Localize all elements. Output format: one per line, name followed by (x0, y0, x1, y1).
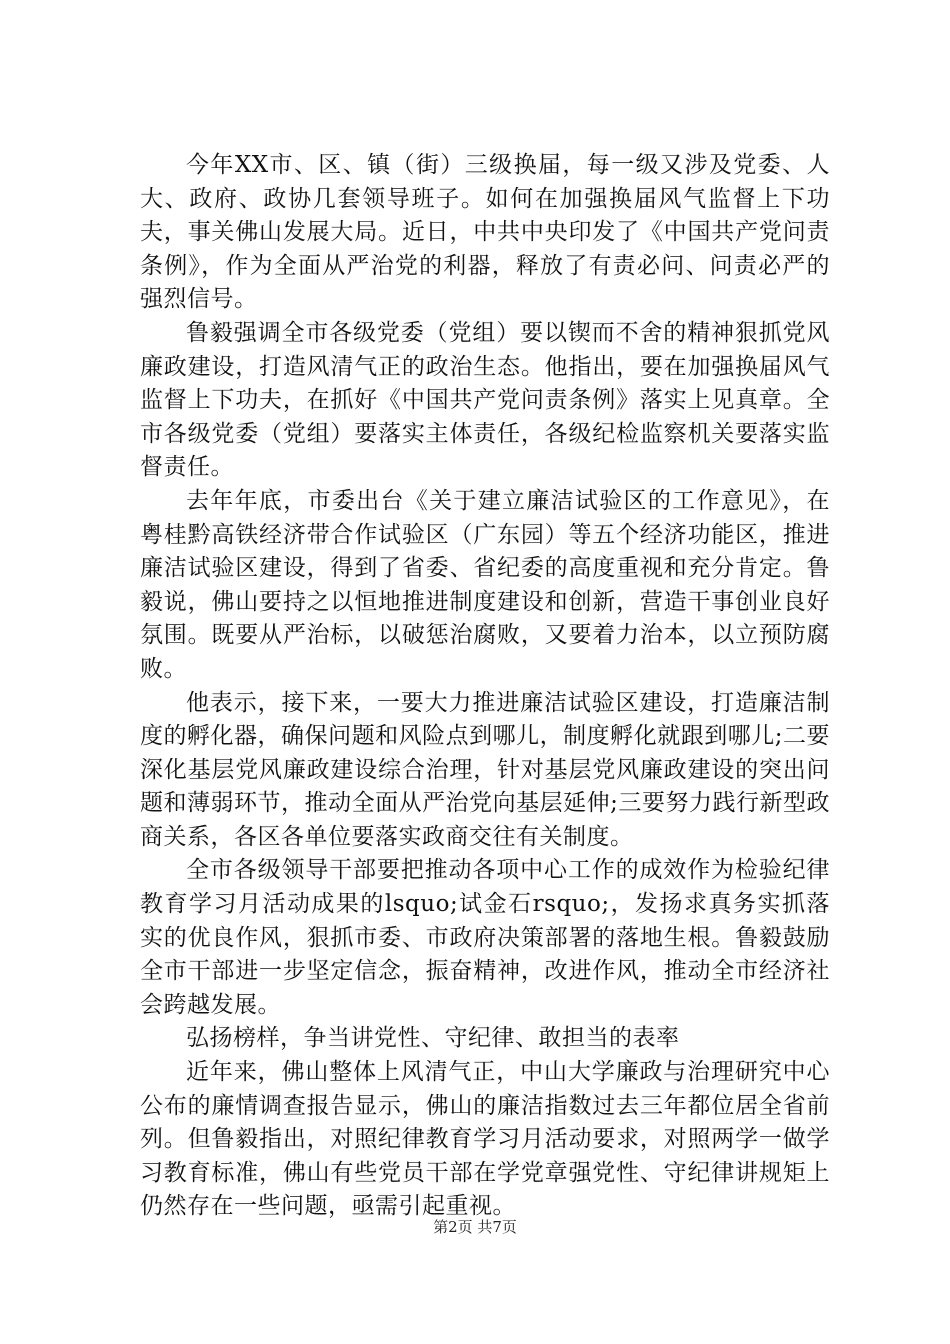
section-heading: 弘扬榜样，争当讲党性、守纪律、敢担当的表率 (186, 1025, 680, 1052)
paragraph-4: 他表示，接下来，一要大力推进廉洁试验区建设，打造廉洁制度的孵化器，确保问题和风险点到哪儿，制度孵化就跟到哪儿;二要深化基层党风廉政建设综合治理，针对基层党风廉政建设的突出问题和薄弱环节，推动全面从严治党向基层延伸;三要努力践行新型政商关系，各区各单位要落实政商交往有关制度。 (140, 689, 830, 850)
document-body (140, 149, 830, 1224)
page-number-footer: 第2页 共7页 (433, 1218, 517, 1236)
paragraph-2: 鲁毅强调全市各级党委（党组）要以锲而不舍的精神狠抓党风廉政建设，打造风清气正的政治生态。他指出，要在加强换届风气监督上下功夫，在抓好《中国共产党问责条例》落实上见真章。全市各级党委（党组）要落实主体责任，各级纪检监察机关要落实监督责任。 (140, 319, 830, 481)
paragraph-3: 去年年底，市委出台《关于建立廉洁试验区的工作意见》，在粤桂黔高铁经济带合作试验区（广东园）等五个经济功能区，推进廉洁试验区建设，得到了省委、省纪委的高度重视和充分肯定。鲁毅说，佛山要持之以恒地推进制度建设和创新，营造干事创业良好氛围。既要从严治标，以破惩治腐败，又要着力治本，以立预防腐败。 (140, 487, 830, 682)
paragraph-1: 今年XX市、区、镇（街）三级换届，每一级又涉及党委、人大、政府、政协几套领导班子。如何在加强换届风气监督上下功夫，事关佛山发展大局。近日，中共中央印发了《中国共产党问责条例》，作为全面从严治党的利器，释放了有责必问、问责必严的强烈信号。 (140, 152, 830, 313)
paragraph-7: 近年来，佛山整体上风清气正，中山大学廉政与治理研究中心公布的廉情调查报告显示，佛山的廉洁指数过去三年都位居全省前列。但鲁毅指出，对照纪律教育学习月活动要求，对照两学一做学习教育标准，佛山有些党员干部在学党章强党性、守纪律讲规矩上仍然存在一些问题，亟需引起重视。 (140, 1059, 830, 1220)
paragraph-5: 全市各级领导干部要把推动各项中心工作的成效作为检验纪律教育学习月活动成果的lsquo;试金石rsquo;，发扬求真务实抓落实的优良作风，狠抓市委、市政府决策部署的落地生根。鲁毅鼓励全市干部进一步坚定信念，振奋精神，改进作风，推动全市经济社会跨越发展。 (140, 857, 830, 1018)
